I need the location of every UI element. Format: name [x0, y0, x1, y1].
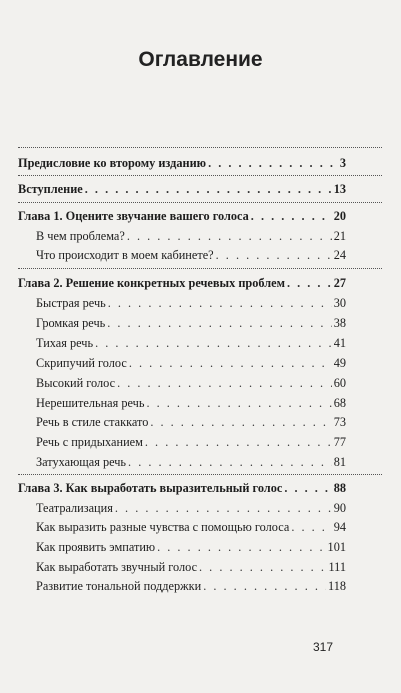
toc-entry: [36, 315, 346, 331]
entry-page: 27: [333, 276, 346, 290]
entry-text: Громкая речь: [36, 316, 106, 330]
entry-text: Глава 1. Оцените звучание вашего голоса: [18, 209, 249, 223]
dot-leader: [145, 434, 332, 450]
toc-entry: [36, 228, 346, 244]
entry-text: Нерешительная речь: [36, 396, 145, 410]
entry-page: 118: [328, 579, 346, 593]
dot-leader: [108, 295, 332, 311]
entry-text: Предисловие ко второму изданию: [18, 156, 207, 170]
toc-entry: [36, 414, 346, 430]
toc-entry: [36, 500, 346, 516]
entry-page: 77: [333, 435, 346, 449]
dot-leader: [284, 480, 331, 496]
toc-entry: [18, 181, 346, 197]
toc-entry: [36, 539, 346, 555]
entry-page: 3: [339, 156, 346, 170]
entry-text: Как выработать звучный голос: [36, 560, 198, 574]
entry-page: 13: [333, 182, 346, 196]
entry-text: Скрипучий голос: [36, 356, 127, 370]
divider: [18, 268, 382, 269]
entry-page: 94: [333, 520, 346, 534]
entry-text: Высокий голос: [36, 376, 116, 390]
entry-page: 101: [327, 540, 346, 554]
dot-leader: [146, 395, 331, 411]
divider: [18, 202, 382, 203]
dot-leader: [129, 355, 332, 371]
entry-page: 73: [333, 415, 346, 429]
entry-page: 24: [333, 248, 346, 262]
dot-leader: [150, 414, 331, 430]
entry-text: Быстрая речь: [36, 296, 106, 310]
toc-entry: [18, 208, 346, 224]
dot-leader: [117, 375, 332, 391]
entry-text: Глава 2. Решение конкретных речевых проблем: [18, 276, 285, 290]
dot-leader: [291, 519, 331, 535]
dot-leader: [199, 559, 326, 575]
entry-text: Речь в стиле стаккато: [36, 415, 149, 429]
toc-entry: [36, 454, 346, 470]
entry-page: 88: [333, 481, 346, 495]
entry-text: Как выразить разные чувства с помощью голоса: [36, 520, 290, 534]
toc-entry: [36, 335, 346, 351]
dot-leader: [208, 155, 338, 171]
toc-entry: [36, 578, 346, 594]
entry-page: 81: [333, 455, 346, 469]
dot-leader: [157, 539, 325, 555]
entry-page: 38: [333, 316, 346, 330]
entry-text: Развитие тональной поддержки: [36, 579, 202, 593]
dot-leader: [287, 275, 332, 291]
entry-page: 49: [333, 356, 346, 370]
toc-entry: [18, 480, 346, 496]
dot-leader: [107, 315, 331, 331]
toc-entry: [18, 155, 346, 171]
entry-text: Как проявить эмпатию: [36, 540, 156, 554]
entry-text: Глава 3. Как выработать выразительный голос: [18, 481, 283, 495]
entry-text: Тихая речь: [36, 336, 94, 350]
toc-entry: [18, 275, 346, 291]
page-number: 317: [313, 640, 334, 654]
dot-leader: [203, 578, 326, 594]
dot-leader: [85, 181, 332, 197]
dot-leader: [95, 335, 332, 351]
entry-text: Речь с придыханием: [36, 435, 143, 449]
entry-page: 60: [333, 376, 346, 390]
entry-page: 20: [333, 209, 346, 223]
entry-page: 68: [333, 396, 346, 410]
entry-page: 30: [333, 296, 346, 310]
toc-entry: [36, 519, 346, 535]
entry-page: 41: [333, 336, 346, 350]
toc-entry: [36, 295, 346, 311]
entry-page: 21: [333, 229, 346, 243]
entry-text: Вступление: [18, 182, 83, 196]
entry-text: Театрализация: [36, 501, 113, 515]
entry-text: В чем проблема?: [36, 229, 125, 243]
toc-entry: [36, 355, 346, 371]
page-title: Оглавление: [138, 48, 263, 71]
entry-page: 90: [333, 501, 346, 515]
entry-text: Что происходит в моем кабинете?: [36, 248, 214, 262]
toc-entry: [36, 395, 346, 411]
divider: [18, 175, 382, 176]
dot-leader: [251, 208, 332, 224]
toc-entry: [36, 247, 346, 263]
entry-page: 111: [328, 560, 346, 574]
dot-leader: [128, 454, 332, 470]
dot-leader: [216, 247, 332, 263]
toc-entry: [36, 559, 346, 575]
entry-text: Затухающая речь: [36, 455, 127, 469]
divider: [18, 474, 382, 475]
toc-entry: [36, 375, 346, 391]
dot-leader: [127, 228, 332, 244]
dot-leader: [115, 500, 332, 516]
toc-entry: [36, 434, 346, 450]
divider: [18, 147, 382, 148]
